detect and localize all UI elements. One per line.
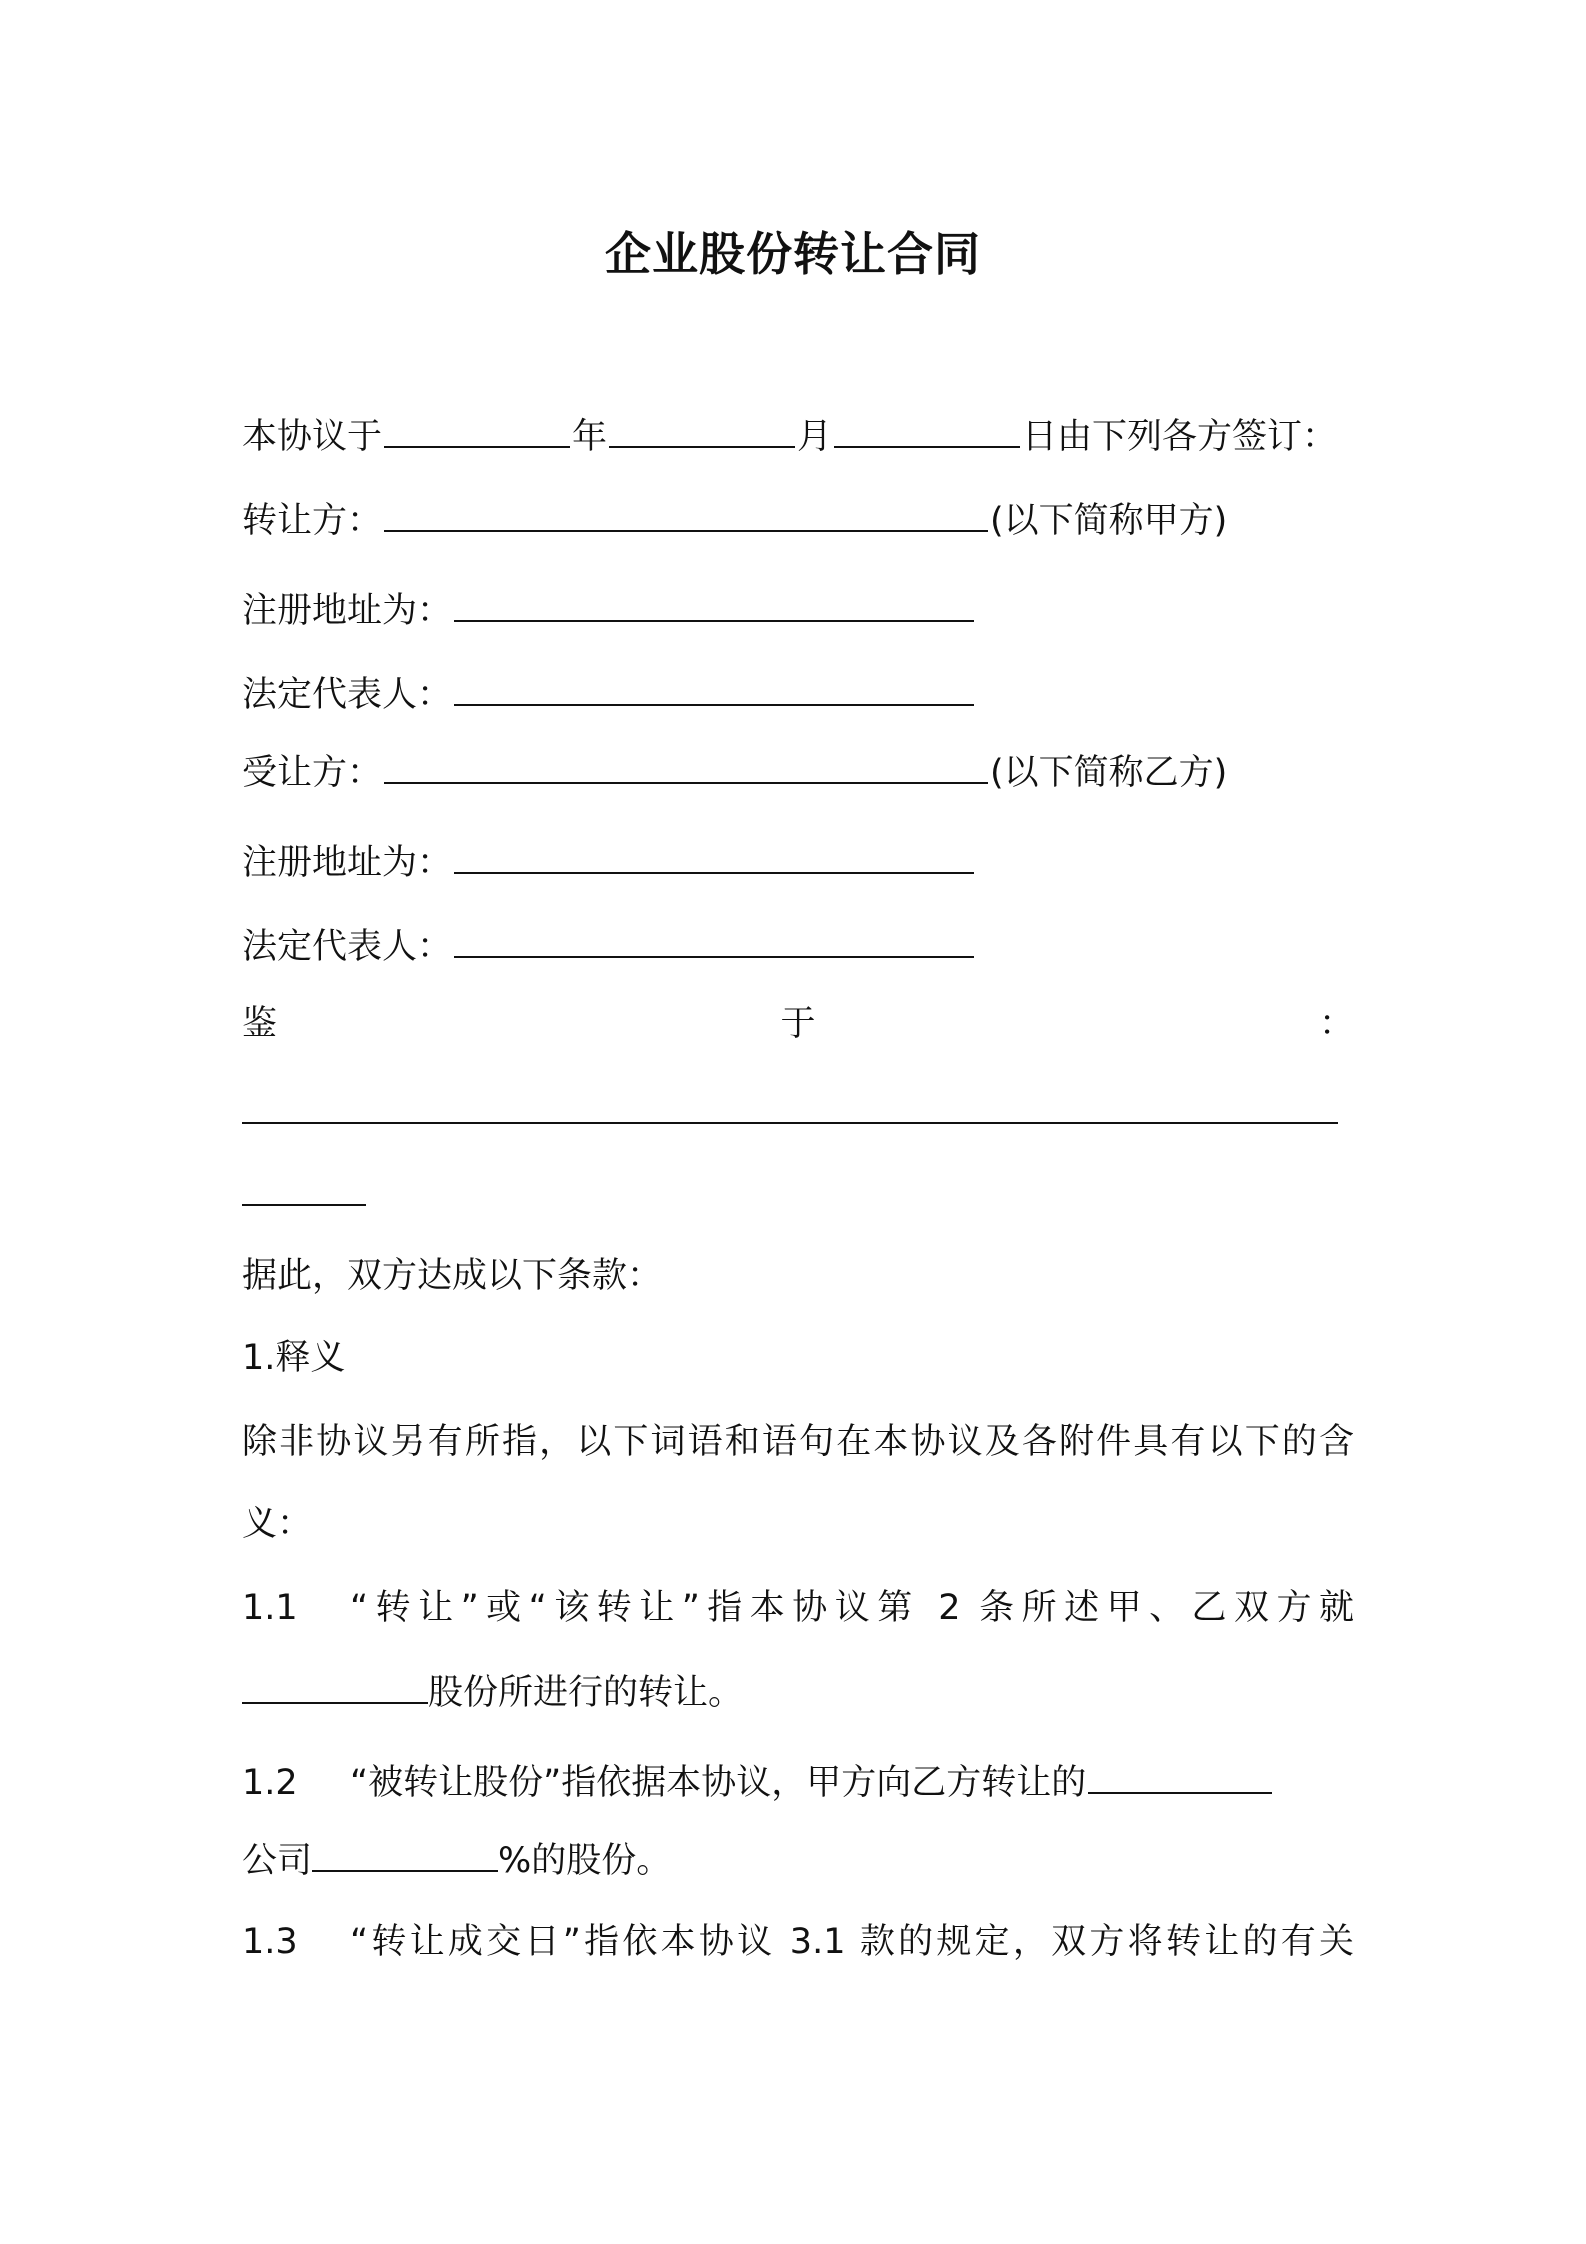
clause-1-2-line-2	[242, 1836, 671, 1885]
page-title: 企业股份转让合同	[605, 227, 981, 281]
transferor-label: 转让方：	[242, 501, 383, 541]
whereas-line	[242, 1000, 1354, 1048]
whereas-char-1: 鉴	[242, 1004, 278, 1044]
date-year-blank[interactable]	[384, 412, 570, 448]
transferor-line	[242, 496, 1227, 545]
clause-1-2-percent-blank[interactable]	[312, 1836, 498, 1872]
clause-1-2-text-1: “被转让股份”指依据本协议，甲方向乙方转让的	[350, 1763, 1087, 1803]
clause-1-1-line-2	[242, 1668, 743, 1717]
clause-1-1-number: 1.1	[242, 1588, 298, 1628]
transferee-rep-line	[242, 922, 976, 971]
intro-suffix: 日由下列各方签订：	[1022, 417, 1338, 457]
intro-month: 月	[797, 417, 833, 457]
transferee-address-label: 注册地址为：	[242, 843, 453, 883]
intro-year: 年	[572, 417, 608, 457]
intro-line	[242, 412, 1337, 461]
intro-prefix: 本协议于	[242, 417, 383, 457]
clause-1-2-line-1	[242, 1758, 1274, 1807]
clause-1-1-line-1	[242, 1584, 1354, 1632]
clause-1-2-prefix: 公司	[242, 1841, 313, 1881]
agreement-line: 据此，双方达成以下条款：	[242, 1256, 663, 1296]
whereas-blank-line-2	[242, 1170, 366, 1219]
whereas-colon: ：	[1318, 1004, 1354, 1044]
transferor-name-blank[interactable]	[384, 496, 988, 532]
section-1-intro-line-2: 义：	[242, 1504, 313, 1544]
whereas-blank-2[interactable]	[242, 1170, 366, 1206]
transferor-suffix: (以下简称甲方)	[990, 501, 1228, 541]
section-1-heading: 1.释义	[242, 1338, 346, 1378]
clause-1-2-number: 1.2	[242, 1763, 298, 1803]
clause-1-1-text-2: 股份所进行的转让。	[428, 1673, 744, 1713]
transferee-address-blank[interactable]	[454, 838, 974, 874]
clause-1-2-suffix: %的股份。	[498, 1841, 672, 1881]
transferor-address-label: 注册地址为：	[242, 591, 453, 631]
clause-1-3-line-1	[242, 1918, 1354, 1966]
date-day-blank[interactable]	[834, 412, 1020, 448]
transferee-name-blank[interactable]	[384, 748, 988, 784]
transferee-suffix: (以下简称乙方)	[990, 753, 1228, 793]
clause-1-3-text-1: “转让成交日”指依本协议 3.1 款的规定，双方将转让的有关	[350, 1922, 1354, 1962]
whereas-blank-1[interactable]	[242, 1088, 1338, 1124]
transferee-label: 受让方：	[242, 753, 383, 793]
transferor-address-blank[interactable]	[454, 586, 974, 622]
transferee-address-line	[242, 838, 976, 887]
whereas-char-2: 于	[780, 1004, 816, 1044]
transferee-rep-label: 法定代表人：	[242, 927, 453, 967]
clause-1-2-company-blank[interactable]	[1088, 1758, 1272, 1794]
transferor-rep-label: 法定代表人：	[242, 675, 453, 715]
transferee-line	[242, 748, 1227, 797]
clause-1-1-text-1: “转让”或“该转让”指本协议第 2 条所述甲、乙双方就	[350, 1588, 1354, 1628]
clause-1-1-blank[interactable]	[242, 1668, 428, 1704]
section-1-intro-text-1: 除非协议另有所指，以下词语和语句在本协议及各附件具有以下的含	[242, 1422, 1354, 1462]
transferor-address-line	[242, 586, 976, 635]
transferor-rep-blank[interactable]	[454, 670, 974, 706]
whereas-blank-line-1	[242, 1088, 1338, 1137]
transferor-rep-line	[242, 670, 976, 719]
section-1-intro-line-1	[242, 1418, 1354, 1466]
date-month-blank[interactable]	[609, 412, 795, 448]
transferee-rep-blank[interactable]	[454, 922, 974, 958]
clause-1-3-number: 1.3	[242, 1922, 298, 1962]
